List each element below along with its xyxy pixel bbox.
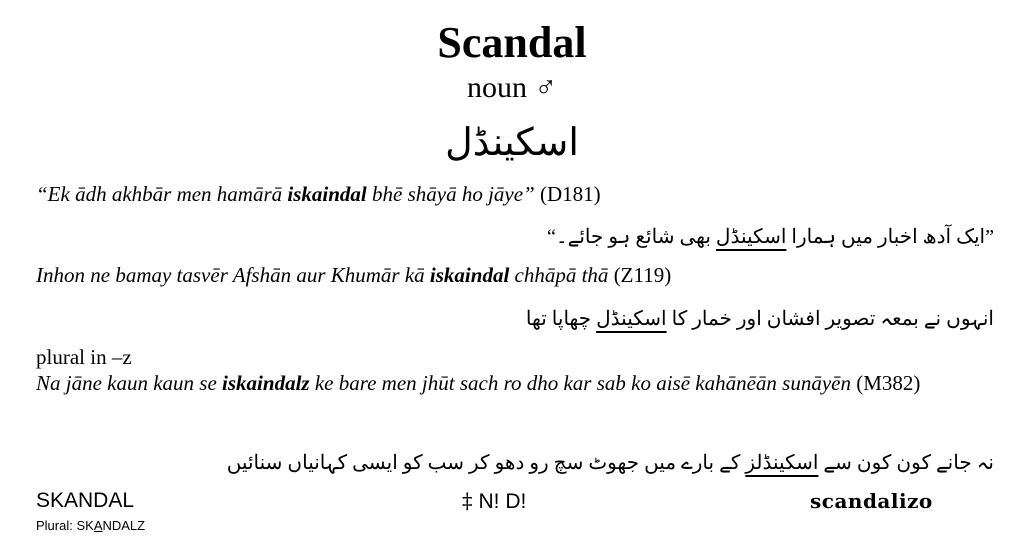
plural-example-text-rest: ke bare men jhūt sach ro dho kar sab ko aisē kahānēān sunāyēn (309, 371, 851, 395)
example-1-romanized (36, 181, 996, 207)
plural-label: plural in –z (36, 345, 132, 369)
usage-marks-text: N! D! (478, 490, 527, 513)
part-of-speech: noun ♂ (467, 71, 557, 104)
plural-example-text: Na jāne kaun kaun se (36, 371, 223, 395)
usage-marks (462, 488, 526, 515)
plural-example-urdu (24, 448, 994, 478)
example-2-text: Inhon ne bamay tasvēr Afshān aur Khumār kā (36, 263, 430, 287)
example-2-urdu (24, 304, 994, 334)
example-2-urdu-text: انہوں نے بمعہ تصویر افشان اور خمار کا (666, 308, 994, 330)
example-1-urdu-text: ”ایک آدھ اخبار میں ہمارا (786, 226, 994, 248)
example-1-urdu-text-rest: بھی شائع ہو جائے۔“ (547, 226, 716, 248)
plural-example-urdu-keyword: اسکینڈلز (745, 452, 819, 474)
example-2-urdu-text-rest: چھاپا تھا (525, 308, 597, 330)
plural-example-citation: (M382) (851, 371, 921, 395)
example-2-romanized (36, 262, 996, 288)
example-2-keyword: iskaindal (429, 263, 510, 287)
transliteration-plural-stress: A (93, 518, 103, 533)
plural-example-urdu-text: نہ جانے کون کون سے (818, 452, 994, 474)
example-2-text-rest: chhāpā thā (509, 263, 609, 287)
etymon: scandalizo (810, 489, 933, 513)
example-1-citation: (D181) (534, 182, 601, 206)
transliteration-plural-prefix: Plural: SK (36, 518, 94, 533)
plural-example-keyword: iskaindalz (222, 371, 310, 395)
example-1-text: “Ek ādh akhbār men hamārā (36, 182, 288, 206)
example-2-citation: (Z119) (608, 263, 672, 287)
example-1-keyword: iskaindal (287, 182, 367, 206)
double-dagger-icon: ‡ (462, 489, 473, 513)
example-1-urdu (24, 222, 994, 252)
example-2-urdu-keyword: اسکینڈل (596, 308, 667, 330)
transliteration-plural-rest: NDALZ (102, 518, 146, 533)
plural-example-urdu-text-rest: کے بارے میں جھوٹ سچ رو دھو کر سب کو ایسی کہانیاں سنائیں (226, 452, 746, 474)
transliteration-plural (36, 518, 145, 534)
plural-example-romanized (36, 370, 988, 396)
example-1-urdu-keyword: اسکینڈل (715, 226, 787, 248)
transliteration-word: SKANDAL (36, 489, 135, 512)
example-1-text-rest: bhē shāyā ho jāye” (366, 182, 535, 206)
headword: Scandal (437, 18, 587, 67)
urdu-headword: اسکینڈل (445, 122, 579, 164)
